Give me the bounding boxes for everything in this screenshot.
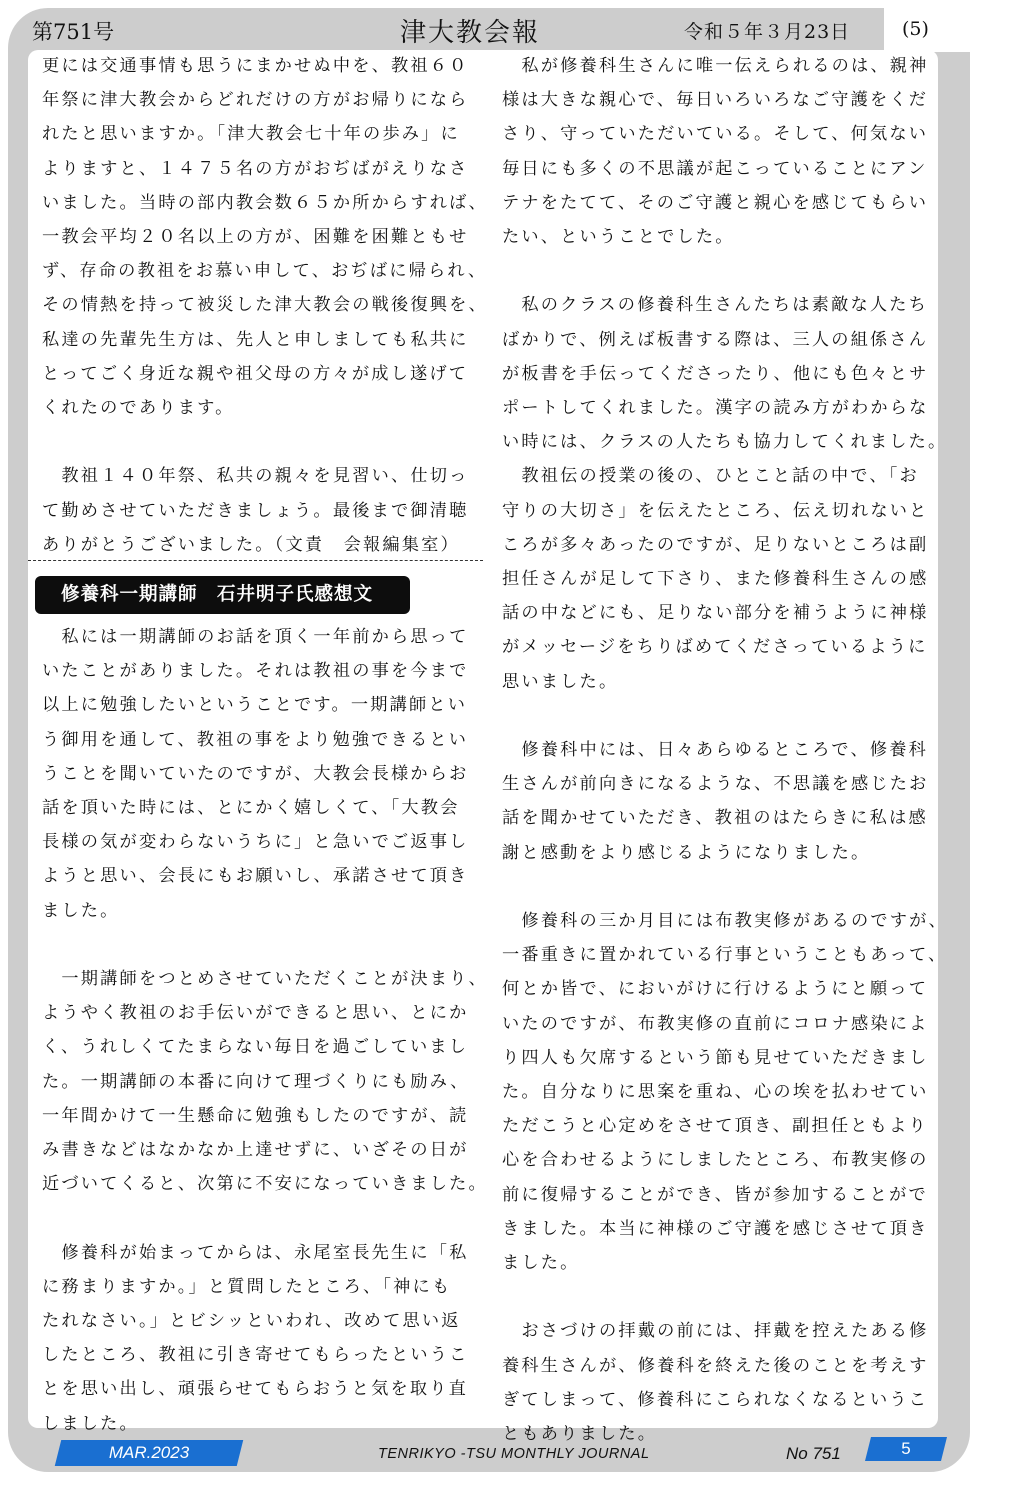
text-line: たれなさい。」とビシッといわれ、改めて思い返	[42, 1311, 461, 1332]
text-line: とってごく身近な親や祖父母の方々が成し遂げて	[42, 363, 469, 384]
text-line: 私のクラスの修養科生さんたちは素敵な人たち	[502, 295, 929, 316]
text-line: しました。	[42, 1413, 139, 1434]
footer-page-number: 5	[901, 1439, 911, 1458]
issue-date: 令和５年３月23日	[684, 21, 851, 43]
text-line: ばかりで、例えば板書する際は、三人の組係さん	[502, 329, 929, 350]
text-line: 心を合わせるようにしましたところ、布教実修の	[502, 1150, 929, 1171]
text-line: 更には交通事情も思うにまかせぬ中を、教祖６０	[42, 56, 469, 76]
text-line: 長様の気が変わらないうちに」と急いでご返事し	[42, 832, 469, 853]
text-line: 以上に勉強したいということです。一期講師とい	[42, 695, 468, 716]
text-line: 毎日にも多くの不思議が起こっていることにアン	[502, 158, 928, 179]
text-line: 守りの大切さ」を伝えたところ、伝え切れないと	[502, 500, 929, 521]
article-continued-column	[42, 49, 488, 562]
text-line: 私には一期講師のお話を頂く一年前から思って	[42, 627, 469, 647]
text-line: したところ、教祖に引き寄せてもらったというこ	[42, 1345, 469, 1366]
text-line: 思いました。	[502, 671, 619, 692]
text-line	[502, 254, 948, 288]
footer-journal-name: TENRIKYO -TSU MONTHLY JOURNAL	[378, 1446, 650, 1462]
text-line: う御用を通して、教祖の事をより勉強できるとい	[42, 729, 469, 750]
text-line: ぎてしまって、修養科にこられなくなるというこ	[502, 1389, 929, 1410]
text-line: ず、存命の教祖をお慕い申して、おぢばに帰られ、	[42, 261, 488, 282]
section-heading	[35, 576, 410, 614]
text-line: 近づいてくると、次第に不安になっていきました。	[42, 1174, 488, 1195]
text-line: うことを聞いていたのですが、大教会長様からお	[42, 763, 469, 784]
text-line: いました。当時の部内教会数６５か所からすれば、	[42, 192, 488, 213]
text-line: 一期講師をつとめさせていただくことが決まり、	[42, 969, 488, 990]
text-line: に務まりますか。」と質問したところ、「神にも	[42, 1276, 452, 1297]
text-line: ようと思い、会長にもお願いし、承諾させて頂き	[42, 866, 469, 887]
text-line: 私が修養科生さんに唯一伝えられるのは、親神	[502, 56, 929, 76]
text-line: た。一期講師の本番に向けて理づくりにも励み、	[42, 1071, 470, 1092]
header-page-number: (5)	[902, 18, 929, 40]
newsletter-title: 津大教会報	[400, 18, 541, 48]
text-line: 担任さんが足して下さり、また修養科生さんの感	[502, 569, 929, 590]
text-line: くれたのであります。	[42, 398, 235, 419]
text-line: 年祭に津大教会からどれだけの方がお帰りになら	[42, 90, 469, 111]
text-line: 修養科の三か月目には布教実修があるのですが、	[502, 911, 948, 932]
text-line: ました。	[42, 900, 120, 921]
text-line: 生さんが前向きになるような、不思議を感じたお	[502, 774, 929, 795]
text-line: その情熱を持って被災した津大教会の戦後復興を、	[42, 295, 488, 316]
text-line: ポートしてくれました。漢字の読み方がわからな	[502, 398, 929, 419]
text-line: さり、守っていただいている。そして、何気ない	[502, 124, 929, 145]
footer-month: MAR.2023	[108, 1443, 190, 1462]
text-line: たい、ということでした。	[502, 227, 735, 248]
text-line: 一番重きに置かれている行事ということもあって、	[502, 945, 948, 966]
text-line: ただこうと心定めをさせて頂き、副担任ともより	[502, 1116, 928, 1137]
text-line	[502, 1280, 948, 1314]
text-line: 一年間かけて一生懸命に勉強もしたのですが、読	[42, 1105, 469, 1126]
text-line: て勤めさせていただきましょう。最後まで御清聴	[42, 500, 469, 521]
text-line: とを思い出し、頑張らせてもらおうと気を取り直	[42, 1379, 469, 1400]
text-line: れたと思いますか。「津大教会七十年の歩み」に	[42, 124, 460, 145]
issue-number: 第751号	[32, 20, 115, 44]
text-line: ました。	[502, 1253, 580, 1274]
text-line: 一教会平均２０名以上の方が、困難を困難ともせ	[42, 227, 469, 248]
text-line: 修養科が始まってからは、永尾室長先生に「私	[42, 1242, 469, 1263]
text-line: いたことがありました。それは教祖の事を今まで	[42, 661, 469, 682]
text-line: ころが多々あったのですが、足りないところは副	[502, 534, 929, 555]
text-line: よりますと、１４７５名の方がおぢばがえりなさ	[42, 158, 469, 179]
section-divider	[28, 560, 483, 561]
text-line: い時には、クラスの人たちも協力してくれました。	[502, 432, 948, 453]
footer-month-badge	[55, 1440, 243, 1466]
text-line: が板書を手伝ってくださったり、他にも色々とサ	[502, 363, 929, 384]
text-line	[42, 928, 488, 962]
text-line: た。自分なりに思案を重ね、心の埃を払わせてい	[502, 1082, 929, 1103]
essay-left-column	[42, 620, 488, 1441]
text-line: おさづけの拝戴の前には、拝戴を控えたある修	[502, 1321, 929, 1342]
header-tab-cutout	[884, 8, 974, 52]
text-line	[42, 425, 488, 459]
text-line: 話の中などにも、足りない部分を補うように神様	[502, 603, 929, 624]
text-line: がメッセージをちりばめてくださっているように	[502, 637, 928, 658]
text-line: ありがとうございました。（文責 会報編集室）	[42, 534, 460, 555]
text-line: ようやく教祖のお手伝いができると思い、とにか	[42, 1003, 469, 1024]
page-header	[28, 12, 929, 48]
text-line: 様は大きな親心で、毎日いろいろなご守護をくだ	[502, 90, 929, 111]
text-line: み書きなどはなかなか上達せずに、いざその日が	[42, 1140, 469, 1161]
text-line: く、うれしくてたまらない毎日を過ごしていまし	[42, 1037, 469, 1058]
text-line: 養科生さんが、修養科を終えた後のことを考えす	[502, 1355, 929, 1376]
text-line: きました。本当に神様のご守護を感じさせて頂き	[502, 1218, 929, 1239]
text-line	[42, 1201, 488, 1235]
footer-page-badge	[865, 1437, 947, 1461]
text-line: 前に復帰することができ、皆が参加することがで	[502, 1184, 928, 1205]
text-line: り四人も欠席するという節も見せていただきまし	[502, 1047, 929, 1068]
text-line: 何とか皆で、においがけに行けるようにと願って	[502, 979, 929, 1000]
text-line: 話を聞かせていただき、教祖のはたらきに私は感	[502, 808, 928, 829]
text-line: 教祖伝の授業の後の、ひとこと話の中で、「お	[502, 466, 919, 487]
text-line: ともありました。	[502, 1424, 658, 1445]
footer-issue-number: No 751	[786, 1444, 841, 1463]
text-line	[502, 699, 948, 733]
text-line: 謝と感動をより感じるようになりました。	[502, 842, 871, 863]
essay-right-column	[502, 49, 948, 1451]
text-line: 修養科中には、日々あらゆるところで、修養科	[502, 740, 929, 761]
text-line	[502, 870, 948, 904]
text-line: テナをたてて、そのご守護と親心を感じてもらい	[502, 192, 929, 213]
text-line: 話を頂いた時には、とにかく嬉しくて、「大教会	[42, 798, 460, 819]
text-line: いたのですが、布教実修の直前にコロナ感染によ	[502, 1013, 929, 1034]
section-heading-text: 修養科一期講師 石井明子氏感想文	[61, 584, 374, 605]
text-line: 私達の先輩先生方は、先人と申しましても私共に	[42, 329, 469, 350]
text-line: 教祖１４０年祭、私共の親々を見習い、仕切っ	[42, 466, 469, 487]
